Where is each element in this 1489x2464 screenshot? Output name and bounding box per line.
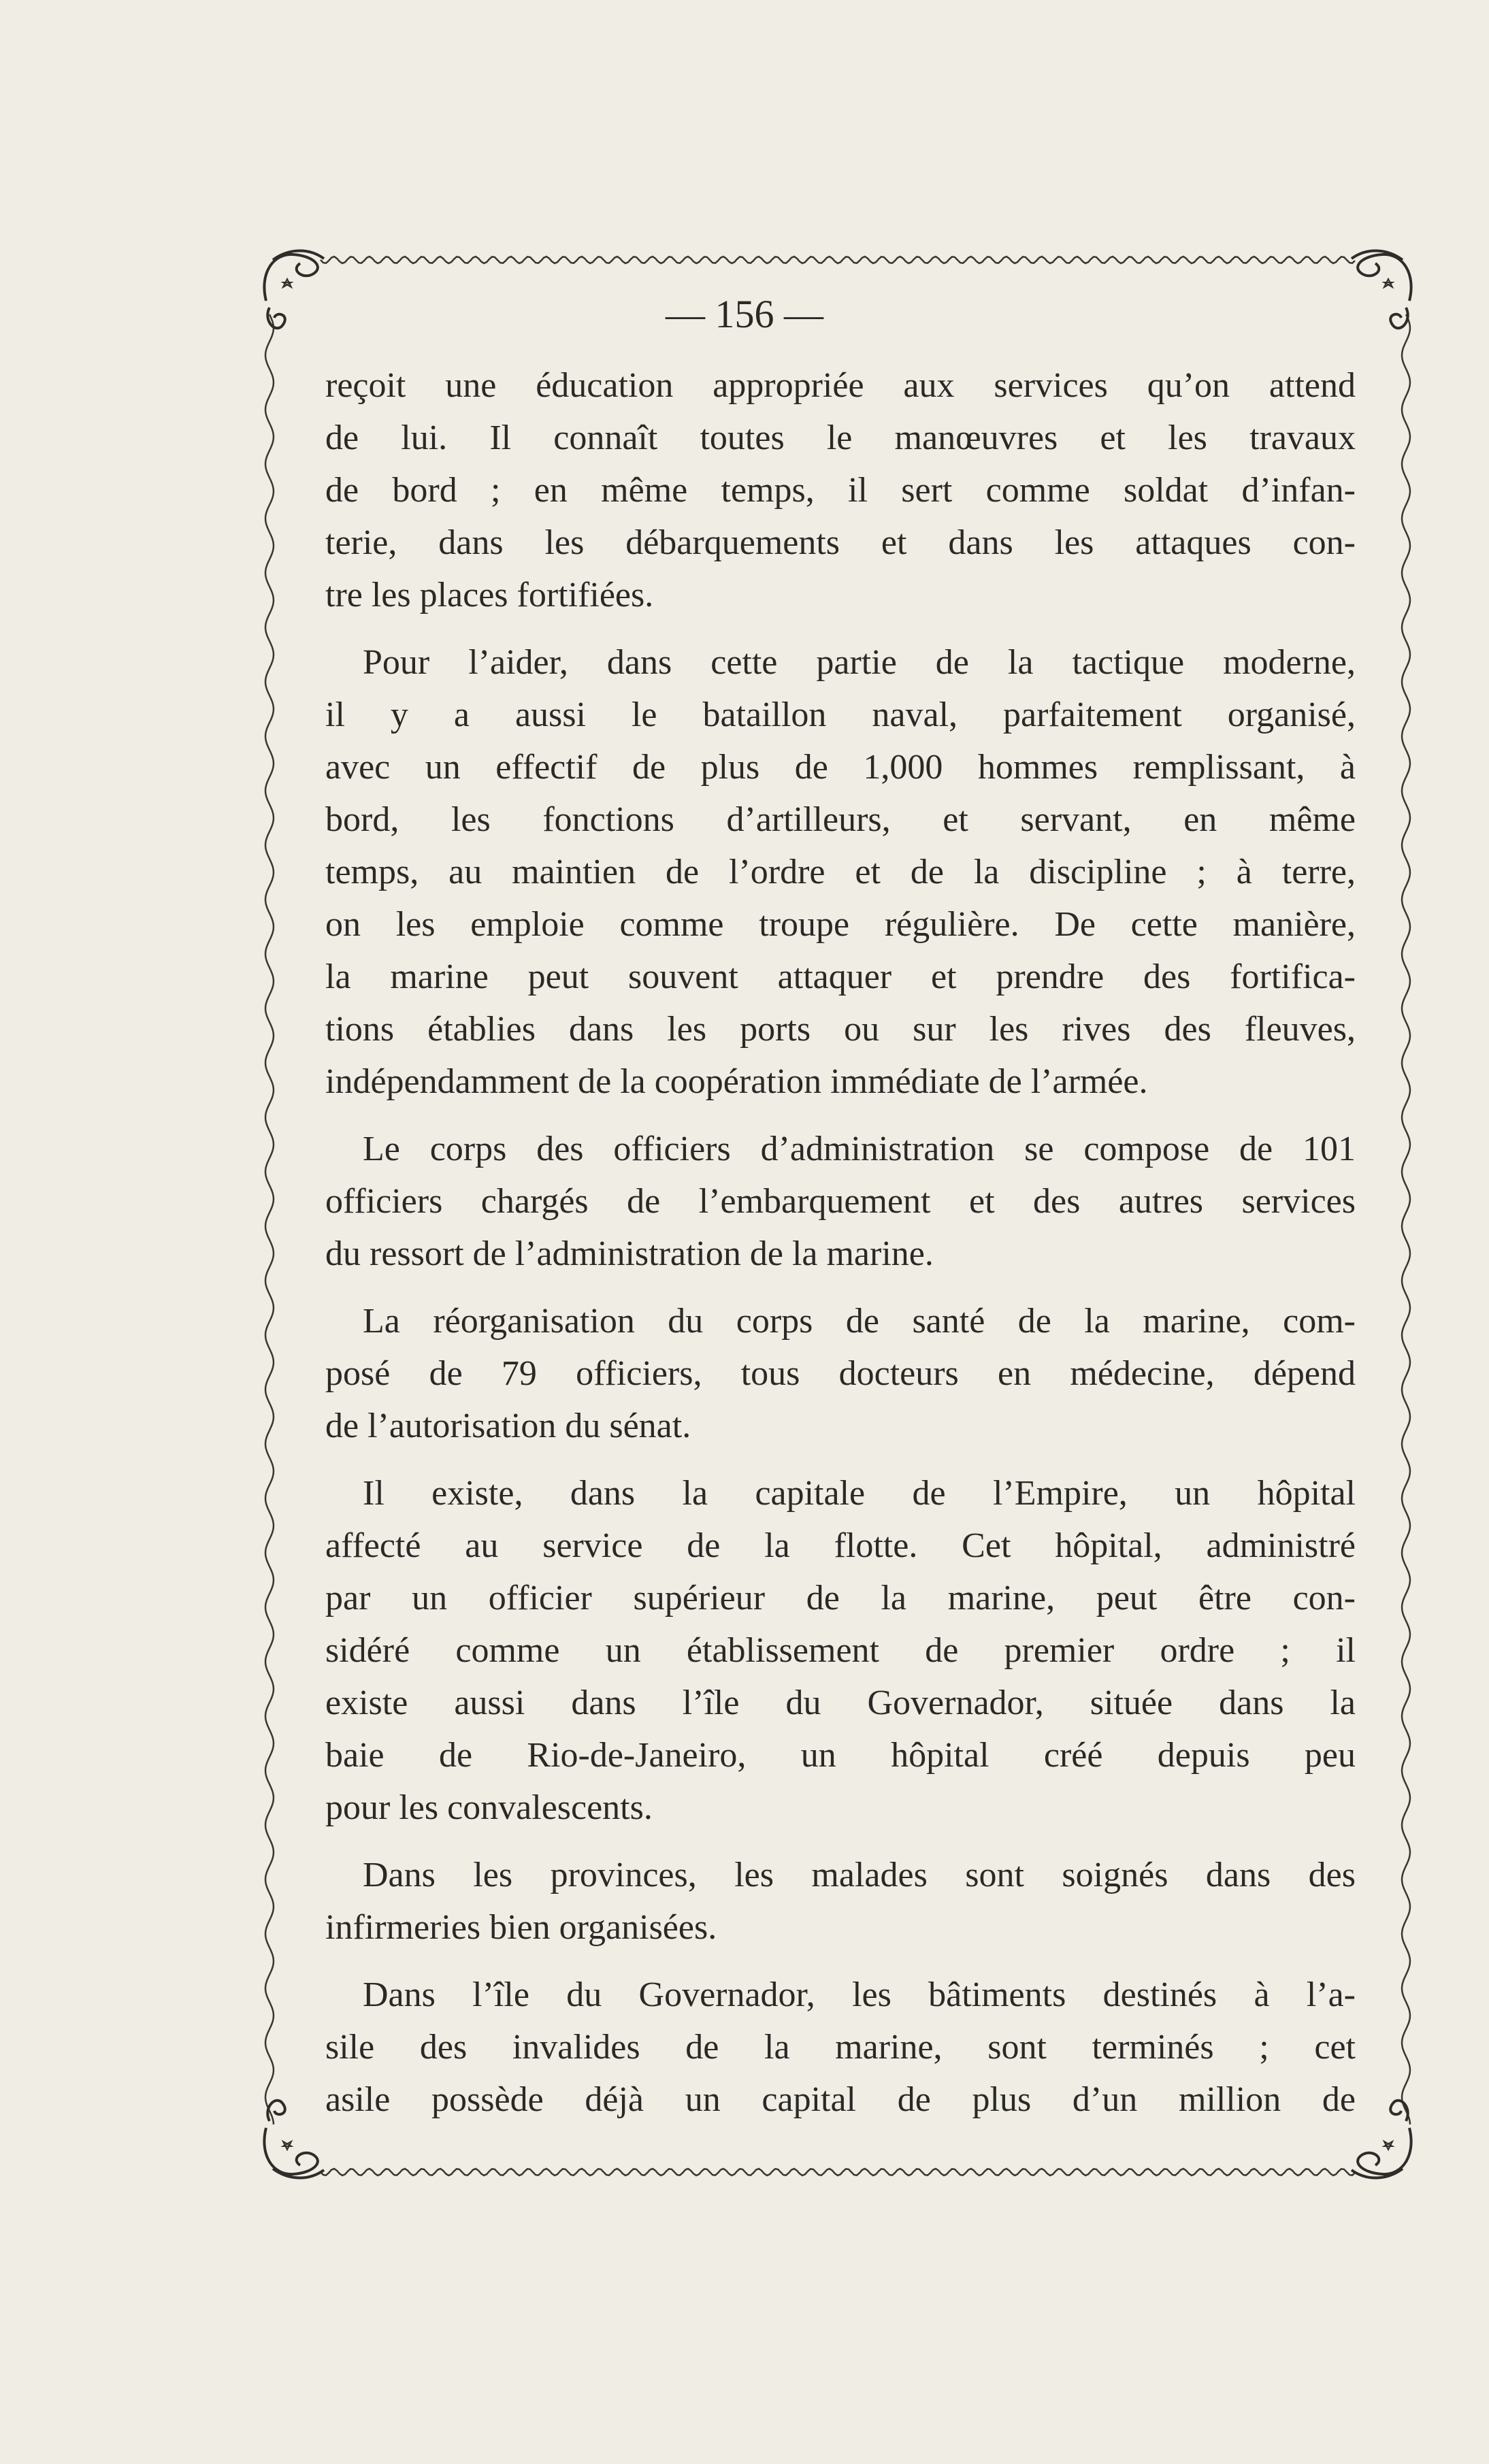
text-line: Dans l’île du Governador, les bâtiments destinés à l’a- <box>363 1975 1356 2014</box>
border-line <box>321 257 1355 263</box>
paragraph <box>325 636 1356 1108</box>
text-line: baie de Rio-de-Janeiro, un hôpital créé depuis peu <box>325 1736 1356 1775</box>
text-line: sile des invalides de la marine, sont terminés ; cet <box>325 2028 1356 2067</box>
text-line: posé de 79 officiers, tous docteurs en médecine, dépend <box>325 1354 1356 1393</box>
body-text <box>325 359 1356 2141</box>
text-line: du ressort de l’administration de la marine. <box>325 1234 934 1273</box>
border-line <box>1402 314 1410 2124</box>
page-number: — 156 — <box>666 292 823 336</box>
text-line: existe aussi dans l’île du Governador, située dans la <box>325 1683 1356 1722</box>
text-line: de lui. Il connaît toutes le manœuvres et les travaux <box>325 418 1356 457</box>
text-line: reçoit une éducation appropriée aux services qu’on attend <box>325 366 1356 405</box>
border-line <box>321 2169 1355 2175</box>
text-line: Dans les provinces, les malades sont soignés dans des <box>363 1856 1356 1894</box>
text-line: La réorganisation du corps de santé de la marine, com- <box>363 1302 1356 1341</box>
text-line: temps, au maintien de l’ordre et de la discipline ; à terre, <box>325 853 1356 891</box>
paragraph <box>325 1849 1356 1954</box>
text-line: avec un effectif de plus de 1,000 hommes remplissant, à <box>325 748 1356 787</box>
text-line: il y a aussi le bataillon naval, parfaitement organisé, <box>325 695 1356 734</box>
text-line: pour les convalescents. <box>325 1788 653 1827</box>
text-line: on les emploie comme troupe régulière. De cette manière, <box>325 905 1356 944</box>
text-line: indépendamment de la coopération immédiate de l’armée. <box>325 1062 1148 1101</box>
paragraph <box>325 359 1356 621</box>
text-line: officiers chargés de l’embarquement et des autres services <box>325 1182 1356 1221</box>
text-line: infirmeries bien organisées. <box>325 1908 717 1947</box>
paragraph <box>325 1467 1356 1834</box>
text-line: Il existe, dans la capitale de l’Empire, un hôpital <box>363 1474 1356 1513</box>
text-line: tre les places fortifiées. <box>325 576 654 614</box>
text-line: Le corps des officiers d’administration se compose de 101 <box>363 1130 1356 1168</box>
text-line: asile possède déjà un capital de plus d’un million de <box>325 2080 1356 2119</box>
corner-flourish-icon <box>1352 2101 1411 2178</box>
paragraph <box>325 1295 1356 1452</box>
text-line: par un officier supérieur de la marine, peut être con- <box>325 1579 1356 1617</box>
text-line: terie, dans les débarquements et dans les attaques con- <box>325 523 1356 562</box>
text-line: tions établies dans les ports ou sur les rives des fleuves, <box>325 1010 1356 1049</box>
paragraph <box>325 1123 1356 1280</box>
text-line: bord, les fonctions d’artilleurs, et servant, en même <box>325 800 1356 839</box>
paragraph <box>325 1969 1356 2126</box>
text-line: Pour l’aider, dans cette partie de la tactique moderne, <box>363 643 1356 682</box>
text-line: la marine peut souvent attaquer et prendre des fortifica- <box>325 957 1356 996</box>
text-line: affecté au service de la flotte. Cet hôpital, administré <box>325 1526 1356 1565</box>
text-line: de l’autorisation du sénat. <box>325 1407 691 1445</box>
corner-flourish-icon <box>264 2101 324 2178</box>
border-line <box>265 314 274 2124</box>
text-line: sidéré comme un établissement de premier ordre ; il <box>325 1631 1356 1670</box>
text-line: de bord ; en même temps, il sert comme soldat d’infan- <box>325 471 1356 510</box>
